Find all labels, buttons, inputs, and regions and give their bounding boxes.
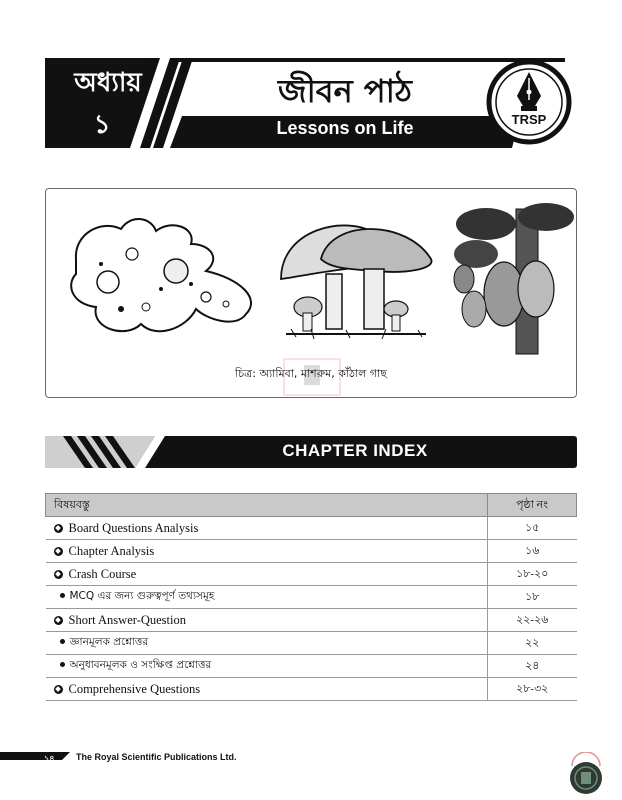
column-header-page: পৃষ্ঠা নং [488, 494, 577, 517]
topic-cell [46, 632, 488, 655]
table-row[interactable] [46, 609, 577, 632]
topic-cell [46, 586, 488, 609]
chapter-index-header [45, 436, 577, 468]
page-cell: ২৪ [488, 655, 577, 678]
dot-bullet-icon [60, 662, 65, 667]
topic-cell [46, 563, 488, 586]
publisher-name: The Royal Scientific Publications Ltd. [76, 752, 237, 762]
topic-label: জ্ঞানমূলক প্রশ্নোত্তর [69, 635, 149, 648]
dot-bullet-icon [60, 593, 65, 598]
page-cell: ১৫ [488, 517, 577, 540]
watermark-badge-icon [570, 752, 602, 794]
topic-cell [46, 678, 488, 701]
table-row[interactable] [46, 563, 577, 586]
column-header-topic: বিষয়বস্তু [46, 494, 488, 517]
dot-bullet-icon [60, 639, 65, 644]
topic-cell [46, 540, 488, 563]
page-cell: ২২ [488, 632, 577, 655]
diamond-bullet-icon [54, 616, 63, 625]
table-row[interactable] [46, 540, 577, 563]
amoeba-illustration [71, 219, 251, 331]
chapter-number: ১ [93, 110, 111, 140]
mushroom-illustration [281, 225, 432, 339]
page-cell: ১৮-২০ [488, 563, 577, 586]
chapter-banner [0, 0, 622, 160]
page-cell: ১৮ [488, 586, 577, 609]
page-footer [0, 752, 622, 800]
topic-label: Short Answer-Question [68, 612, 186, 627]
figure-panel [45, 188, 577, 398]
jackfruit-tree-illustration [454, 203, 574, 354]
chapter-index-title: CHAPTER INDEX [282, 441, 428, 460]
topic-label: অনুধাবনমূলক ও সংক্ষিপ্ত প্রশ্নোত্তর [69, 658, 212, 671]
chapter-subtitle: Lessons on Life [276, 118, 414, 138]
table-row[interactable] [46, 586, 577, 609]
publisher-logo-text: TRSP [511, 112, 547, 127]
topic-label: Comprehensive Questions [68, 681, 201, 696]
page-cell: ২৮-৩২ [488, 678, 577, 701]
page-cell: ২২-২৬ [488, 609, 577, 632]
chapter-index-table [45, 493, 577, 701]
diamond-bullet-icon [54, 570, 63, 579]
figure-caption: চিত্র: অ্যামিবা, মাশরুম, কাঁঠাল গাছ [235, 367, 387, 380]
table-row[interactable] [46, 678, 577, 701]
topic-label: MCQ এর জন্য গুরুত্বপূর্ণ তথ্যসমূহ [69, 589, 215, 602]
table-row[interactable] [46, 517, 577, 540]
topic-label: Chapter Analysis [68, 543, 155, 558]
page-number: ১৪ [44, 754, 55, 763]
table-row[interactable] [46, 655, 577, 678]
page-cell: ১৬ [488, 540, 577, 563]
diamond-bullet-icon [54, 547, 63, 556]
chapter-word: অধ্যায় [74, 68, 142, 98]
table-header-row [46, 494, 577, 517]
diamond-bullet-icon [54, 524, 63, 533]
diamond-bullet-icon [54, 685, 63, 694]
topic-cell [46, 655, 488, 678]
topic-label: Board Questions Analysis [68, 520, 199, 535]
topic-label: Crash Course [68, 566, 137, 581]
topic-cell [46, 609, 488, 632]
chapter-title: জীবন পাঠ [278, 72, 412, 110]
topic-cell [46, 517, 488, 540]
table-row[interactable] [46, 632, 577, 655]
